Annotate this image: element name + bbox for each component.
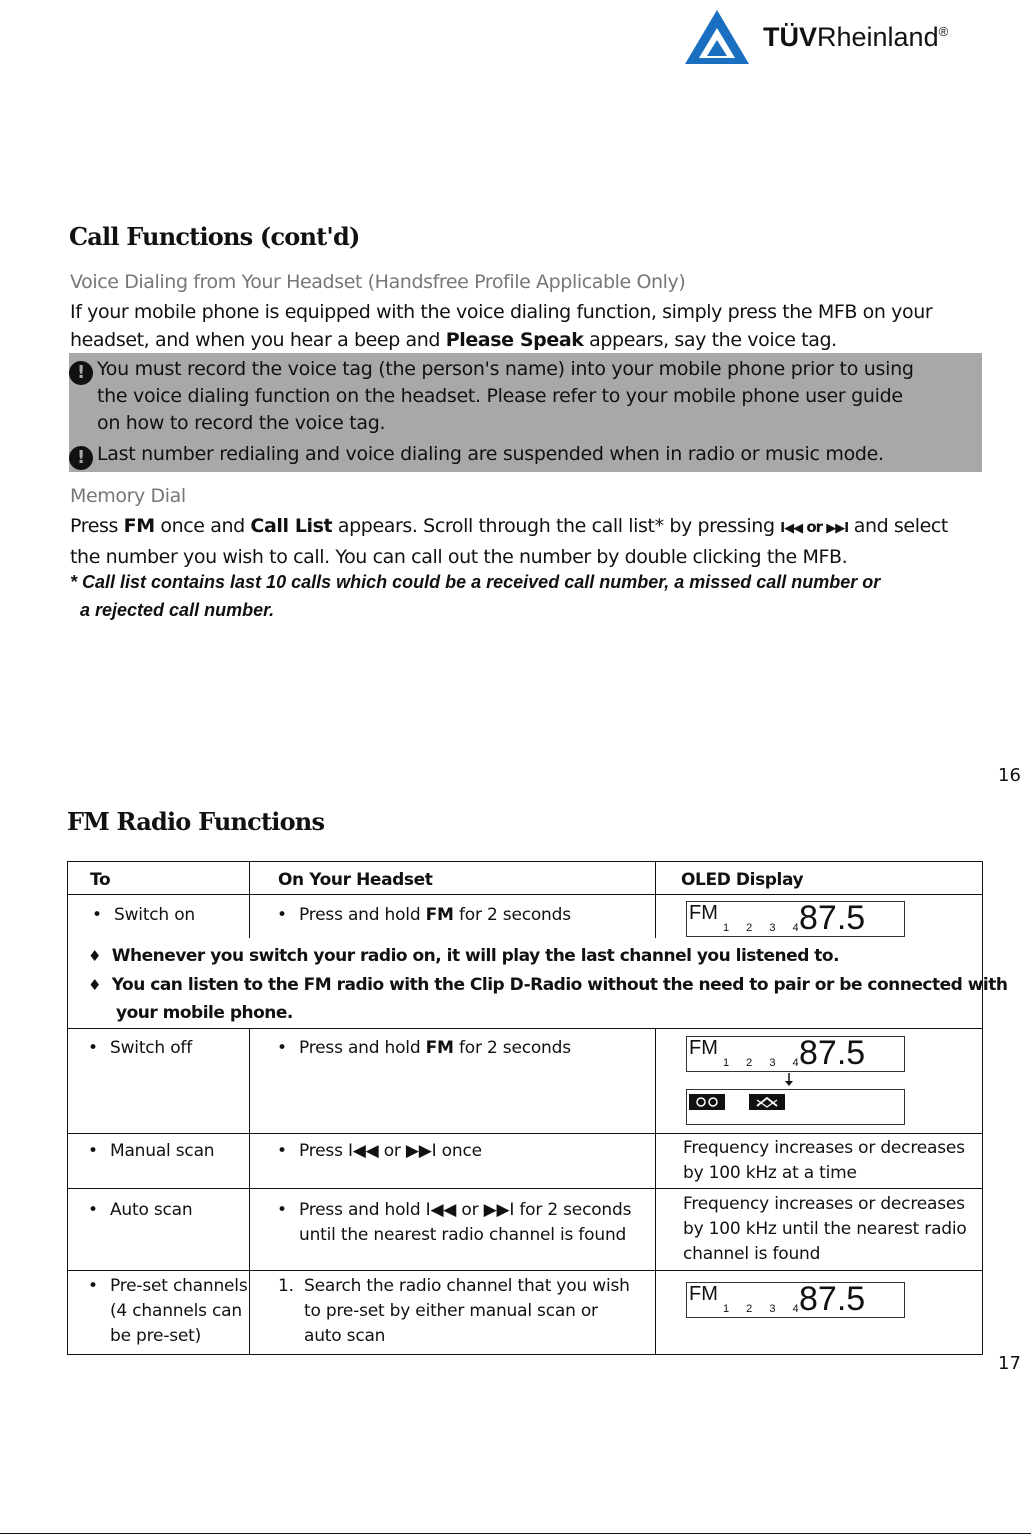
down-arrow-icon	[783, 1073, 795, 1087]
row-preset-step-number: 1.	[278, 1276, 294, 1296]
oled-display-off-icons	[686, 1089, 905, 1125]
row-preset-to: • Pre-set channels (4 channels can be pre-set)	[110, 1274, 247, 1349]
fm-radio-table	[67, 861, 1008, 1355]
row-auto-scan-headset: • Press and hold I◀◀ or ▶▶I for 2 seconds until the nearest radio channel is found	[299, 1198, 631, 1248]
note-voice-tag: ! You must record the voice tag (the person's name) into your mobile phone prior to using the voice dialing function on the headset. Please refer to your mobile phone user guide on how to record the voice tag.	[69, 356, 914, 437]
row-switch-off-headset: • Press and hold FM for 2 seconds	[299, 1036, 571, 1061]
radio-off-icon	[689, 1094, 725, 1110]
page-number-16: 16	[998, 765, 1021, 786]
row-preset-headset: Search the radio channel that you wish to pre-set by either manual scan or auto scan	[304, 1276, 630, 1346]
diamond-bullet-icon: ♦	[88, 947, 101, 965]
memory-dial-text: Press FM once and Call List appears. Scroll through the call list* by pressing I◀◀ or ▶▶I and select the number you wish to call. You can call out the number by double clicking the MFB.	[70, 515, 948, 568]
column-header-to: To	[90, 870, 111, 890]
row-manual-scan-to: • Manual scan	[110, 1139, 214, 1164]
row-manual-scan-oled: Frequency increases or decreases by 100 kHz at a time	[683, 1138, 965, 1183]
radio-note-last-channel: ♦ Whenever you switch your radio on, it will play the last channel you listened to.	[88, 946, 840, 966]
memory-dial-heading: Memory Dial	[70, 485, 186, 507]
row-manual-scan-headset: • Press I◀◀ or ▶▶I once	[299, 1139, 482, 1164]
prev-track-icon: I◀◀	[780, 521, 803, 536]
row-switch-on-to: • Switch on	[114, 903, 195, 928]
oled-display-switch-on: FM 1 2 3 4 87.5	[686, 901, 905, 937]
diamond-bullet-icon: ♦	[88, 976, 101, 994]
column-header-headset: On Your Headset	[278, 870, 433, 890]
page-title-fm-radio: FM Radio Functions	[67, 807, 325, 836]
radio-note-no-pairing: ♦ You can listen to the FM radio with the Clip D-Radio without the need to pair or be connected with your mobile phone.	[88, 975, 1008, 1023]
voice-dialing-text: If your mobile phone is equipped with the voice dialing function, simply press the MFB on your headset, and when you hear a beep and Please Speak appears, say the voice tag.	[70, 301, 933, 351]
row-auto-scan-oled: Frequency increases or decreases by 100 kHz until the nearest radio channel is found	[683, 1194, 967, 1264]
row-switch-on-headset: • Press and hold FM for 2 seconds	[299, 903, 571, 928]
column-header-oled: OLED Display	[681, 870, 804, 890]
oled-display-preset: FM 1 2 3 4 87.5	[686, 1282, 905, 1318]
page-number-17: 17	[998, 1353, 1021, 1374]
exclamation-circle-icon: !	[69, 446, 93, 470]
bottom-divider	[0, 1533, 1031, 1534]
note-suspended: ! Last number redialing and voice dialing are suspended when in radio or music mode.	[69, 441, 884, 470]
voice-dialing-heading: Voice Dialing from Your Headset (Handsfree Profile Applicable Only)	[70, 271, 686, 293]
tuv-rheinland-logo	[683, 8, 1013, 68]
call-list-footnote: * Call list contains last 10 calls which could be a received call number, a missed call number or a rejected call number.	[70, 572, 881, 620]
exclamation-circle-icon: !	[69, 361, 93, 385]
page-title-call-functions: Call Functions (cont'd)	[69, 222, 360, 251]
next-track-icon: ▶▶I	[826, 521, 849, 536]
tuv-triangle-icon	[683, 8, 753, 68]
notes-box	[69, 353, 982, 472]
row-auto-scan-to: • Auto scan	[110, 1198, 192, 1223]
logo-wordmark: TÜVRheinland®	[763, 22, 949, 52]
row-switch-off-to: • Switch off	[110, 1036, 192, 1061]
power-off-icon	[749, 1094, 785, 1110]
oled-display-switch-off: FM 1 2 3 4 87.5	[686, 1036, 905, 1072]
